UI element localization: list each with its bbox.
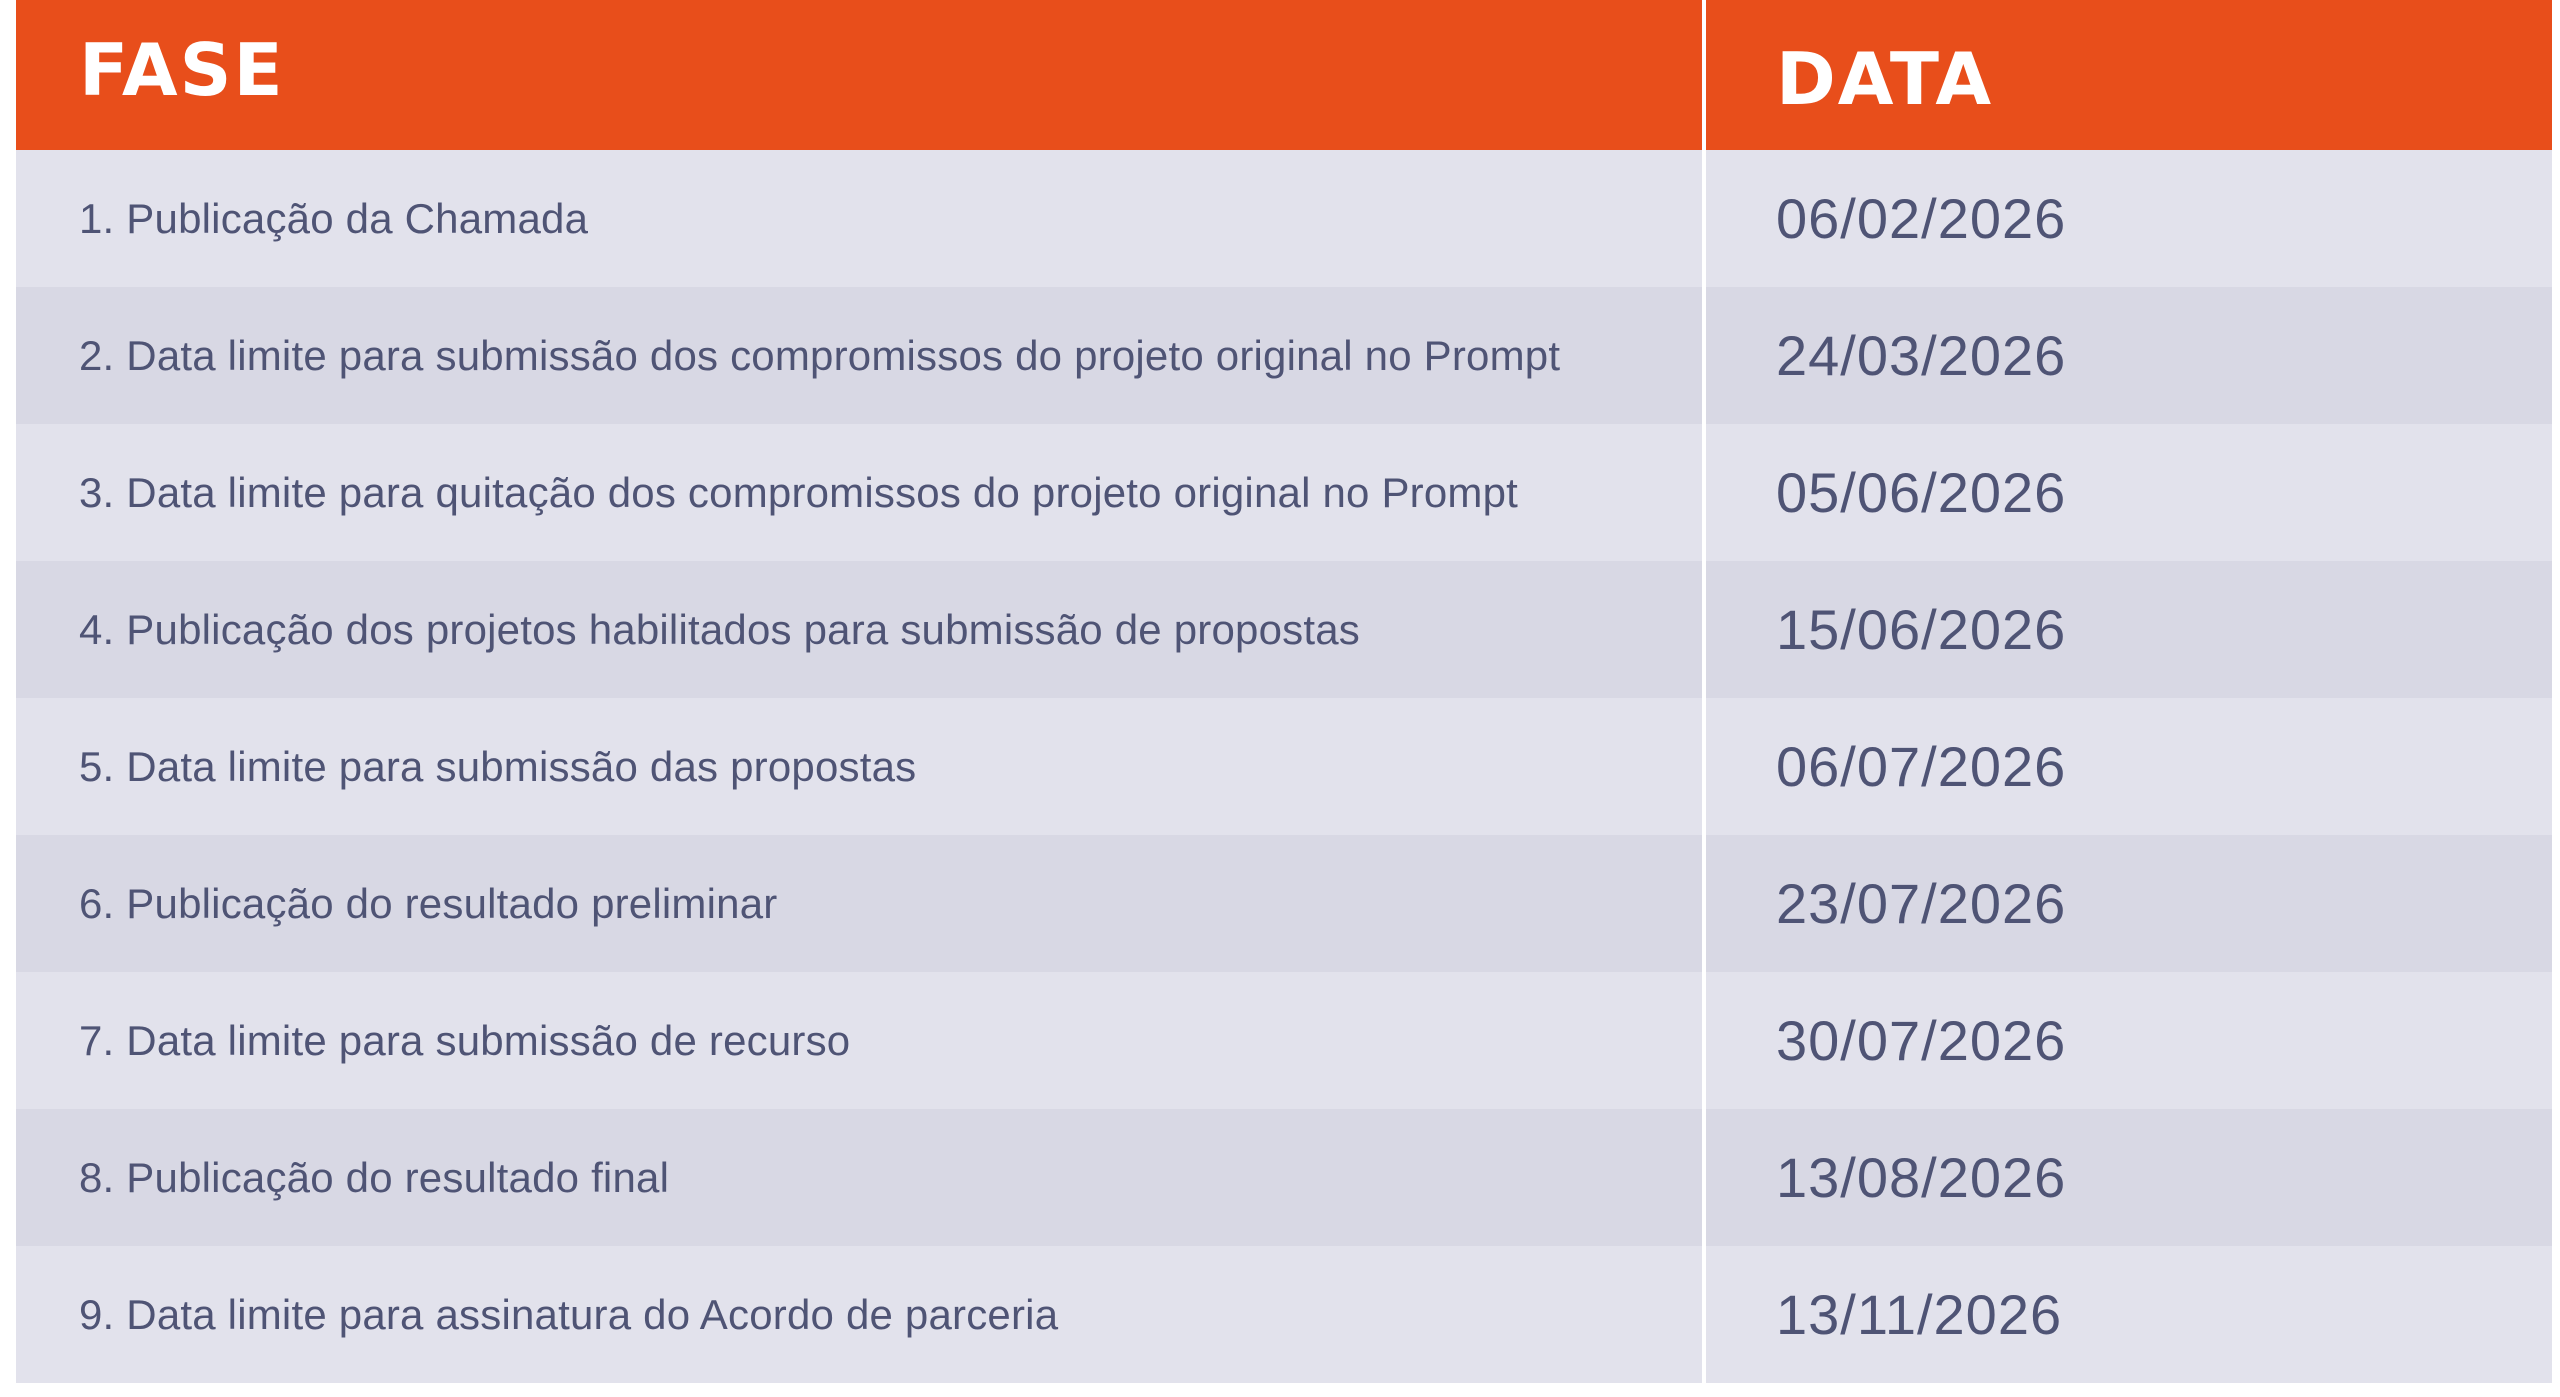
table-row — [16, 1109, 2552, 1246]
table-row — [16, 424, 2552, 561]
fase-cell: 3. Data limite para quitação dos compromissos do projeto original no Prompt — [16, 424, 1706, 561]
table-row — [16, 1246, 2552, 1383]
data-cell: 13/11/2026 — [1776, 1283, 2063, 1346]
schedule-table — [16, 0, 2552, 1383]
data-cell: 15/06/2026 — [1776, 598, 2067, 661]
data-cell: 05/06/2026 — [1776, 461, 2067, 524]
data-cell: 13/08/2026 — [1776, 1146, 2067, 1209]
table-row — [16, 150, 2552, 287]
table-row — [16, 287, 2552, 424]
fase-cell: 1. Publicação da Chamada — [16, 150, 1706, 287]
header-fase: FASE — [16, 0, 1706, 150]
data-cell: 30/07/2026 — [1776, 1009, 2067, 1072]
fase-cell: 7. Data limite para submissão de recurso — [16, 972, 1706, 1109]
fase-cell: 9. Data limite para assinatura do Acordo de parceria — [16, 1246, 1706, 1383]
data-cell: 06/02/2026 — [1776, 187, 2067, 250]
data-cell: 24/03/2026 — [1776, 324, 2067, 387]
table-row — [16, 561, 2552, 698]
fase-cell: 4. Publicação dos projetos habilitados para submissão de propostas — [16, 561, 1706, 698]
table-header — [16, 0, 2552, 150]
fase-cell: 2. Data limite para submissão dos compromissos do projeto original no Prompt — [16, 287, 1706, 424]
table-row — [16, 972, 2552, 1109]
table-row — [16, 835, 2552, 972]
table-row — [16, 698, 2552, 835]
header-data: DATA — [1776, 37, 1994, 121]
fase-cell: 8. Publicação do resultado final — [16, 1109, 1706, 1246]
data-cell: 06/07/2026 — [1776, 735, 2067, 798]
data-cell: 23/07/2026 — [1776, 872, 2067, 935]
fase-cell: 5. Data limite para submissão das propostas — [16, 698, 1706, 835]
fase-cell: 6. Publicação do resultado preliminar — [16, 835, 1706, 972]
